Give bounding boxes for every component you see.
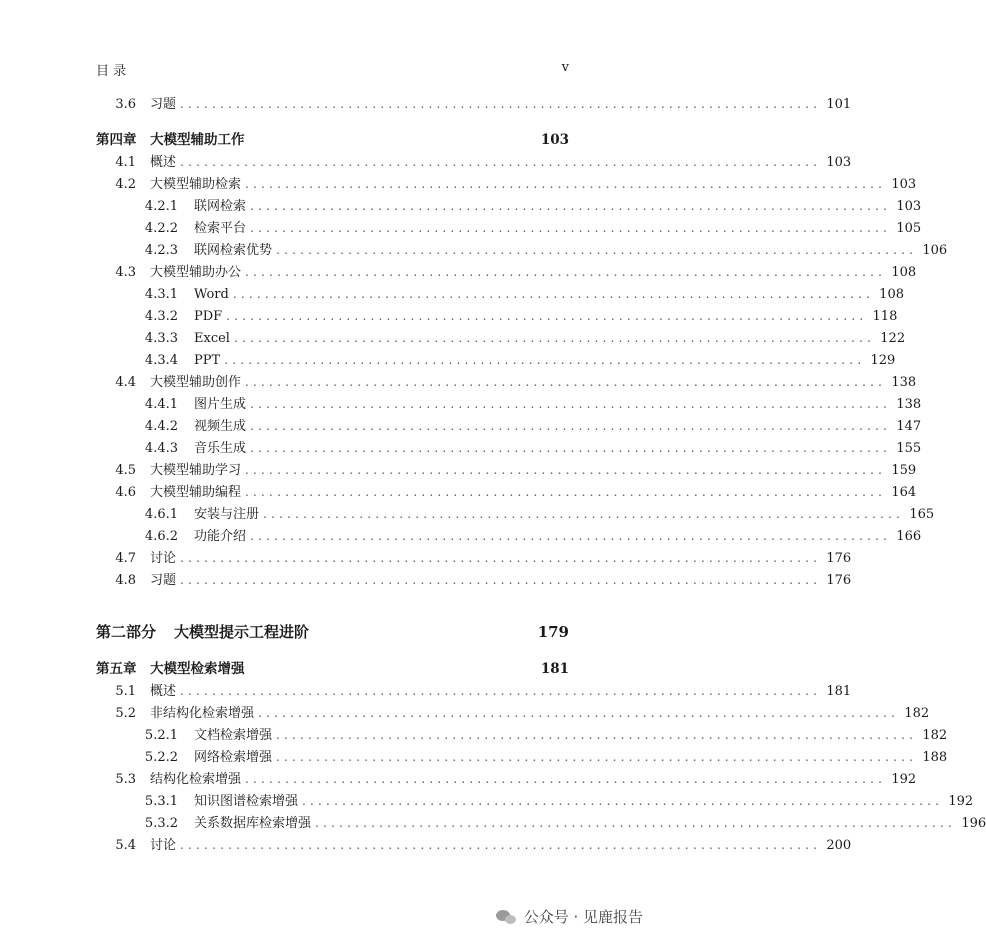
toc-entry-page: 105 [896,221,922,236]
toc-entry-page: 179 [537,623,569,641]
dot-leader: ................................................................................ [250,397,892,411]
toc-entry-page: 118 [872,309,898,324]
dot-leader: ................................................................................ [180,838,822,852]
toc-entry-number: 5.3.2 [144,816,178,831]
toc-entry-page: 196 [961,816,986,831]
dot-leader: ................................................................................ [258,706,900,720]
dot-leader: ................................................................................ [276,243,918,257]
running-header [96,60,569,78]
toc-entry-title: 视频生成 [194,419,247,434]
toc-entry-number: 5.1 [115,684,136,699]
toc-entry-title: 知识图谱检索增强 [194,794,299,809]
toc-entry-section[interactable] [96,706,930,721]
toc-entry-section[interactable] [96,551,852,566]
dot-leader: ................................................................................ [245,772,887,786]
dot-leader: ................................................................................ [180,551,822,565]
toc-entry-title: 网络检索增强 [194,750,273,765]
toc-entry-number: 4.2 [115,177,136,192]
toc-entry-section[interactable] [96,485,917,500]
toc-entry-title: 习题 [150,97,177,112]
toc-entry-page: 103 [896,199,922,214]
toc-entry-number: 4.6.1 [144,507,178,522]
dot-leader: ................................................................................ [276,728,918,742]
toc-entry-title: PPT [194,353,221,368]
toc-entry-number: 4.2.2 [144,221,178,236]
toc-entry-subsection[interactable] [96,419,922,434]
dot-leader: ................................................................................ [245,463,887,477]
toc-entry-number: 4.8 [115,573,136,588]
toc-entry-subsection[interactable] [96,441,922,456]
toc-entry-page: 108 [891,265,917,280]
toc-entry-page: 176 [826,573,852,588]
dot-leader: ................................................................................ [315,816,957,830]
dot-leader: ................................................................................ [245,265,887,279]
watermark-text: 公众号 · 见鹿报告 [523,908,643,926]
toc-entry-title: 音乐生成 [194,441,247,456]
toc-entry-page: 108 [879,287,904,302]
toc-entry-section[interactable] [96,265,917,280]
toc-entry-title: 联网检索 [194,199,247,214]
toc-entry-subsection[interactable] [96,221,922,236]
toc-entry-title: 大模型辅助工作 [150,132,245,148]
dot-leader: ................................................................................ [226,309,868,323]
toc-entry-page: 165 [909,507,935,522]
dot-leader: ................................................................................ [224,353,866,367]
toc-entry-section[interactable] [96,772,917,787]
watermark [496,906,643,927]
toc-entry-page: 106 [922,243,948,258]
toc-entry-title: 讨论 [150,551,177,566]
header-title: 目 录 [96,64,127,79]
toc-entry-number: 5.4 [115,838,136,853]
toc-entry-number: 第四章 [96,132,137,148]
toc-entry-number: 4.1 [115,155,136,170]
toc-entry-title: 非结构化检索增强 [150,706,255,721]
toc-entry-number: 第五章 [96,661,137,677]
toc-entry-section[interactable] [96,155,852,170]
dot-leader: ................................................................................ [302,794,944,808]
toc-entry-section[interactable] [96,97,852,112]
toc-entry-subsection[interactable] [96,728,948,743]
dot-leader: ................................................................................ [180,684,822,698]
toc-entry-title: Excel [194,331,230,346]
dot-leader: ................................................................................ [233,331,876,345]
toc-entry-title: 功能介绍 [194,529,247,544]
dot-leader: ................................................................................ [245,375,887,389]
toc-entry-page: 192 [948,794,974,809]
toc-entry-subsection[interactable] [96,287,904,302]
toc-entry-title: 大模型检索增强 [150,661,245,677]
toc-entry-number: 4.3.2 [144,309,178,324]
toc-entry-title: 大模型辅助检索 [150,177,242,192]
toc-entry-number: 4.3.4 [144,353,178,368]
toc-entry-number: 4.3 [115,265,136,280]
toc-entry-title: 大模型提示工程进阶 [174,623,310,641]
toc-entry-number: 3.6 [115,97,136,112]
toc-entry-title: 安装与注册 [194,507,260,522]
toc-entry-number: 第二部分 [96,623,157,641]
dot-leader: ................................................................................ [180,97,822,111]
toc-entry-chapter[interactable] [96,662,569,677]
dot-leader: ................................................................................ [250,441,892,455]
toc-entry-subsection[interactable] [96,529,922,544]
toc-entry-number: 4.3.1 [144,287,178,302]
dot-leader: ................................................................................ [250,529,892,543]
toc-entry-page: 103 [540,132,569,148]
toc-entry-number: 5.2.1 [144,728,178,743]
toc-entry-number: 4.4.3 [144,441,178,456]
toc-entry-page: 164 [891,485,917,500]
toc-entry-page: 138 [896,397,922,412]
toc-entry-title: 关系数据库检索增强 [194,816,312,831]
toc-entry-page: 166 [896,529,922,544]
toc-entry-title: 讨论 [150,838,177,853]
dot-leader: ................................................................................ [276,750,918,764]
toc-entry-title: 大模型辅助创作 [150,375,242,390]
toc-entry-number: 4.7 [115,551,136,566]
toc-entry-page: 181 [826,684,852,699]
toc-entry-section[interactable] [96,838,852,853]
toc-entry-subsection[interactable] [96,331,906,346]
toc-entry-title: 结构化检索增强 [150,772,242,787]
toc-entry-page: 138 [891,375,917,390]
toc-entry-page: 176 [826,551,852,566]
toc-entry-title: 概述 [150,155,177,170]
toc-entry-title: 大模型辅助编程 [150,485,242,500]
toc-entry-subsection[interactable] [96,199,922,214]
toc-entry-section[interactable] [96,573,852,588]
toc-entry-page: 103 [891,177,917,192]
toc-entry-section[interactable] [96,375,917,390]
toc-entry-page: 101 [826,97,852,112]
toc-entry-title: 图片生成 [194,397,247,412]
toc-entry-chapter[interactable] [96,133,569,148]
toc-entry-page: 159 [891,463,917,478]
toc-entry-title: 文档检索增强 [194,728,273,743]
toc-entry-number: 4.3.3 [144,331,178,346]
dot-leader: ................................................................................ [263,507,905,521]
toc-entry-subsection[interactable] [96,507,935,522]
toc-entry-page: 122 [880,331,906,346]
toc-entry-title: PDF [194,309,223,324]
toc-entry-number: 5.3.1 [144,794,178,809]
toc-entry-number: 5.2.2 [144,750,178,765]
dot-leader: ................................................................................ [232,287,874,301]
toc-entry-part[interactable] [96,625,569,640]
toc-entry-subsection[interactable] [96,353,896,368]
toc-entry-page: 182 [904,706,930,721]
toc-entry-number: 4.2.1 [144,199,178,214]
dot-leader: ................................................................................ [180,155,822,169]
toc-entry-subsection[interactable] [96,750,948,765]
dot-leader: ................................................................................ [245,485,887,499]
toc-entry-page: 200 [826,838,852,853]
dot-leader: ................................................................................ [250,199,892,213]
toc-entry-section[interactable] [96,463,917,478]
toc-entry-subsection[interactable] [96,816,986,831]
toc-entry-page: 129 [870,353,896,368]
toc-entry-page: 182 [922,728,948,743]
toc-entry-page: 192 [891,772,917,787]
wechat-icon [496,909,518,925]
toc-entry-title: 概述 [150,684,177,699]
toc-entry-page: 147 [896,419,922,434]
toc-entry-subsection[interactable] [96,397,922,412]
dot-leader: ................................................................................ [250,419,892,433]
toc-entry-title: 联网检索优势 [194,243,273,258]
toc-entry-number: 4.4.2 [144,419,178,434]
toc-entry-page: 188 [922,750,948,765]
toc-entry-page: 155 [896,441,922,456]
toc-entry-title: 检索平台 [194,221,247,236]
toc-entry-number: 4.4 [115,375,136,390]
toc-entry-subsection[interactable] [96,309,898,324]
toc-entry-number: 5.3 [115,772,136,787]
toc-entry-page: 103 [826,155,852,170]
toc-entry-title: 大模型辅助办公 [150,265,242,280]
dot-leader: ................................................................................ [180,573,822,587]
header-page-number: v [561,60,569,75]
dot-leader: ................................................................................ [245,177,887,191]
toc-entry-number: 4.4.1 [144,397,178,412]
toc-entry-number: 4.6.2 [144,529,178,544]
toc-entry-number: 4.5 [115,463,136,478]
dot-leader: ................................................................................ [250,221,892,235]
toc-entry-title: 习题 [150,573,177,588]
toc-entry-page: 181 [540,661,569,677]
toc-entry-subsection[interactable] [96,243,948,258]
toc-entry-number: 4.2.3 [144,243,178,258]
toc-entry-section[interactable] [96,684,852,699]
toc-entry-subsection[interactable] [96,794,974,809]
toc-entry-title: 大模型辅助学习 [150,463,242,478]
toc-entry-title: Word [194,287,229,302]
toc-entry-section[interactable] [96,177,917,192]
toc-entry-number: 4.6 [115,485,136,500]
toc-entry-number: 5.2 [115,706,136,721]
